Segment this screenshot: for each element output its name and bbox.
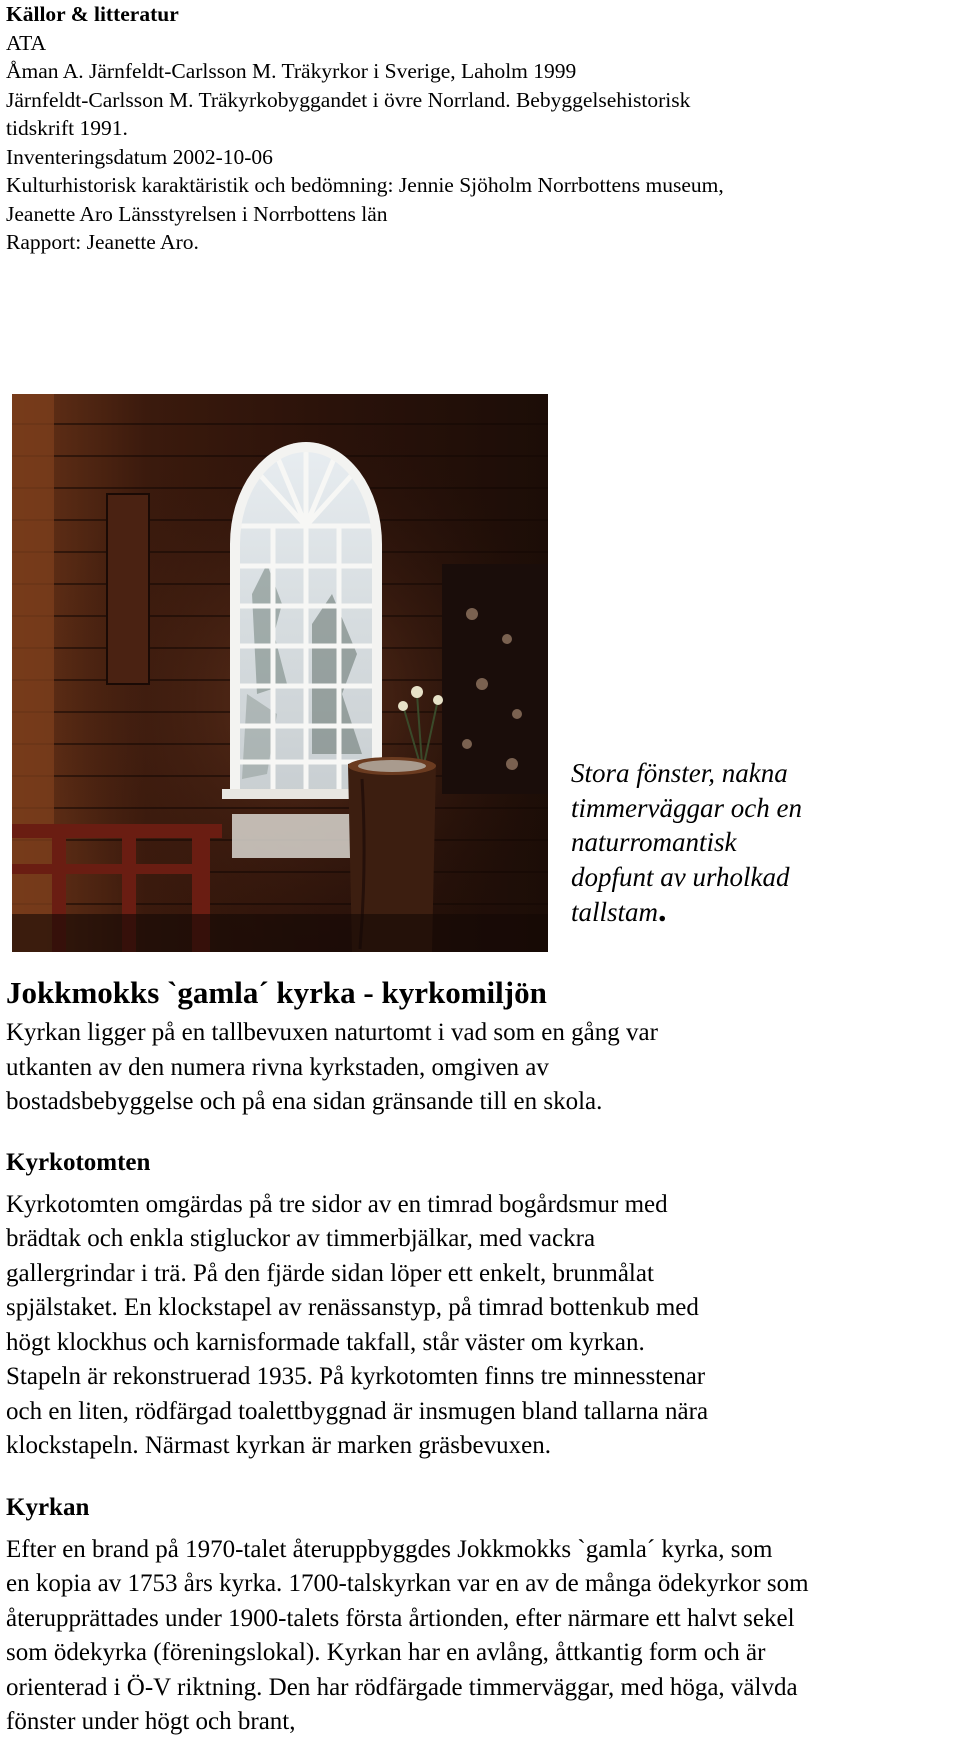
text-line: spjälstaket. En klockstapel av renässanstyp, på timrad bottenkub med bbox=[6, 1294, 699, 1321]
source-line: Inventeringsdatum 2002-10-06 bbox=[6, 144, 273, 169]
text-line: gallergrindar i trä. På den fjärde sidan löper ett enkelt, brunmålat bbox=[6, 1259, 654, 1287]
text-line: en kopia av 1753 års kyrka. 1700-talskyrkan var en av de många ödekyrkor som bbox=[6, 1570, 809, 1597]
text-line: klockstapeln. Närmast kyrkan är marken gräsbevuxen. bbox=[6, 1432, 551, 1459]
text-line: Kyrkan ligger på en tallbevuxen naturtomt i vad som en gång var bbox=[6, 1019, 658, 1046]
photo-caption bbox=[571, 756, 841, 930]
caption-line: timmerväggar och en bbox=[571, 792, 802, 823]
page-title: Jokkmokks `gamla´ kyrka - kyrkomiljön bbox=[6, 975, 547, 1010]
source-line: Kulturhistorisk karaktäristik och bedömning: Jennie Sjöholm Norrbottens museum, bbox=[6, 173, 724, 197]
caption-line: tallstam bbox=[571, 897, 659, 927]
source-line: tidskrift 1991. bbox=[6, 116, 128, 140]
text-line: bostadsbebyggelse och på ena sidan gränsande till en skola. bbox=[6, 1088, 603, 1115]
text-line: orienterad i Ö-V riktning. Den har rödfärgade timmerväggar, med höga, välvda bbox=[6, 1673, 798, 1701]
caption-line: naturromantisk bbox=[571, 827, 737, 857]
source-line: Järnfeldt-Carlsson M. Träkyrkobyggandet i övre Norrland. Bebyggelsehistorisk bbox=[6, 87, 691, 112]
source-line: Jeanette Aro Länsstyrelsen i Norrbottens län bbox=[6, 201, 388, 226]
church-interior-photo bbox=[12, 394, 548, 952]
text-line: Kyrkotomten omgärdas på tre sidor av en timrad bogårdsmur med bbox=[6, 1190, 668, 1218]
text-line: Stapeln är rekonstruerad 1935. På kyrkotomten finns tre minnesstenar bbox=[6, 1363, 706, 1390]
source-line: Rapport: Jeanette Aro. bbox=[6, 230, 199, 254]
text-line: och en liten, rödfärgad toalettbyggnad är insmugen bland tallarna nära bbox=[6, 1397, 709, 1425]
text-line: utkanten av den numera rivna kyrkstaden, omgiven av bbox=[6, 1053, 549, 1081]
caption-line: dopfunt av urholkad bbox=[571, 861, 790, 892]
section-heading-kyrkan: Kyrkan bbox=[6, 1493, 90, 1521]
caption-period: . bbox=[658, 892, 667, 929]
source-line: Åman A. Järnfeldt-Carlsson M. Träkyrkor i Sverige, Laholm 1999 bbox=[6, 59, 577, 83]
text-line: högt klockhus och karnisformade takfall, står väster om kyrkan. bbox=[6, 1328, 645, 1356]
main-content bbox=[6, 973, 956, 1740]
caption-line-last bbox=[571, 894, 841, 930]
sources-heading: Källor & litteratur bbox=[6, 2, 179, 26]
kyrkan-paragraph bbox=[6, 1533, 956, 1740]
text-line: som ödekyrka (föreningslokal). Kyrkan har en avlång, åttkantig form och är bbox=[6, 1639, 766, 1666]
text-line: fönster under högt och brant, bbox=[6, 1708, 296, 1735]
text-line: Efter en brand på 1970-talet återuppbyggdes Jokkmokks `gamla´ kyrka, som bbox=[6, 1535, 773, 1563]
text-line: brädtak och enkla stigluckor av timmerbjälkar, med vackra bbox=[6, 1225, 596, 1252]
intro-paragraph bbox=[6, 1016, 956, 1120]
section-heading-kyrkotomten: Kyrkotomten bbox=[6, 1148, 151, 1176]
sources-section bbox=[6, 0, 956, 257]
caption-line: Stora fönster, nakna bbox=[571, 758, 788, 788]
source-line: ATA bbox=[6, 30, 47, 55]
kyrkotomten-paragraph bbox=[6, 1188, 956, 1464]
text-line: återupprättades under 1900-talets första årtionden, efter närmare ett halvt sekel bbox=[6, 1604, 795, 1632]
